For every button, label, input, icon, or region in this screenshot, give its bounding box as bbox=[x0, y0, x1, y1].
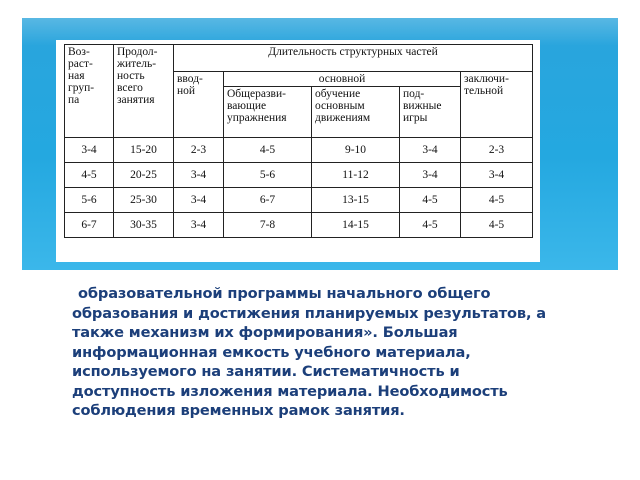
cell: 7-8 bbox=[224, 213, 312, 238]
duration-table bbox=[64, 44, 533, 238]
header-age-group: Воз- раст- ная груп- па bbox=[65, 45, 114, 138]
cell: 3-4 bbox=[174, 188, 224, 213]
header-movement-training: обучение основным движениям bbox=[312, 87, 400, 138]
cell: 3-4 bbox=[174, 163, 224, 188]
cell: 3-4 bbox=[174, 213, 224, 238]
cell: 3-4 bbox=[461, 163, 533, 188]
cell: 4-5 bbox=[65, 163, 114, 188]
text-line: также механизм их формирования». Большая bbox=[72, 324, 458, 341]
text-line: используемого на занятии. Систематичность и bbox=[72, 363, 460, 380]
header-final: заключи- тельной bbox=[461, 72, 533, 138]
text-line: образования и достижения планируемых результатов, а bbox=[72, 304, 547, 322]
table-row bbox=[65, 138, 533, 163]
header-intro: ввод- ной bbox=[174, 72, 224, 138]
header-structural-parts: Длительность структурных частей bbox=[174, 45, 533, 72]
header-main: основной bbox=[224, 72, 461, 87]
cell: 4-5 bbox=[461, 213, 533, 238]
cell: 4-5 bbox=[461, 188, 533, 213]
cell: 25-30 bbox=[114, 188, 174, 213]
cell: 3-4 bbox=[65, 138, 114, 163]
cell: 5-6 bbox=[224, 163, 312, 188]
cell: 6-7 bbox=[65, 213, 114, 238]
cell: 30-35 bbox=[114, 213, 174, 238]
header-total-duration: Продол- житель- ность всего занятия bbox=[114, 45, 174, 138]
text-line: информационная емкость учебного материала, bbox=[72, 343, 471, 361]
cell: 3-4 bbox=[400, 163, 461, 188]
table-row bbox=[65, 163, 533, 188]
header-general-exercises: Общеразви- вающие упражнения bbox=[224, 87, 312, 138]
cell: 5-6 bbox=[65, 188, 114, 213]
cell: 3-4 bbox=[400, 138, 461, 163]
cell: 4-5 bbox=[400, 188, 461, 213]
text-line: образовательной программы начального общего bbox=[78, 285, 491, 302]
cell: 2-3 bbox=[174, 138, 224, 163]
header-active-games: под- вижные игры bbox=[400, 87, 461, 138]
table-image bbox=[56, 40, 540, 262]
cell: 15-20 bbox=[114, 138, 174, 163]
text-line: соблюдения временных рамок занятия. bbox=[72, 402, 405, 419]
cell: 14-15 bbox=[312, 213, 400, 238]
cell: 13-15 bbox=[312, 188, 400, 213]
body-text bbox=[72, 284, 608, 421]
text-line: доступность изложения материала. Необходимость bbox=[72, 382, 508, 400]
cell: 4-5 bbox=[400, 213, 461, 238]
table-row bbox=[65, 188, 533, 213]
cell: 9-10 bbox=[312, 138, 400, 163]
cell: 20-25 bbox=[114, 163, 174, 188]
cell: 6-7 bbox=[224, 188, 312, 213]
table-row bbox=[65, 213, 533, 238]
cell: 4-5 bbox=[224, 138, 312, 163]
cell: 2-3 bbox=[461, 138, 533, 163]
cell: 11-12 bbox=[312, 163, 400, 188]
